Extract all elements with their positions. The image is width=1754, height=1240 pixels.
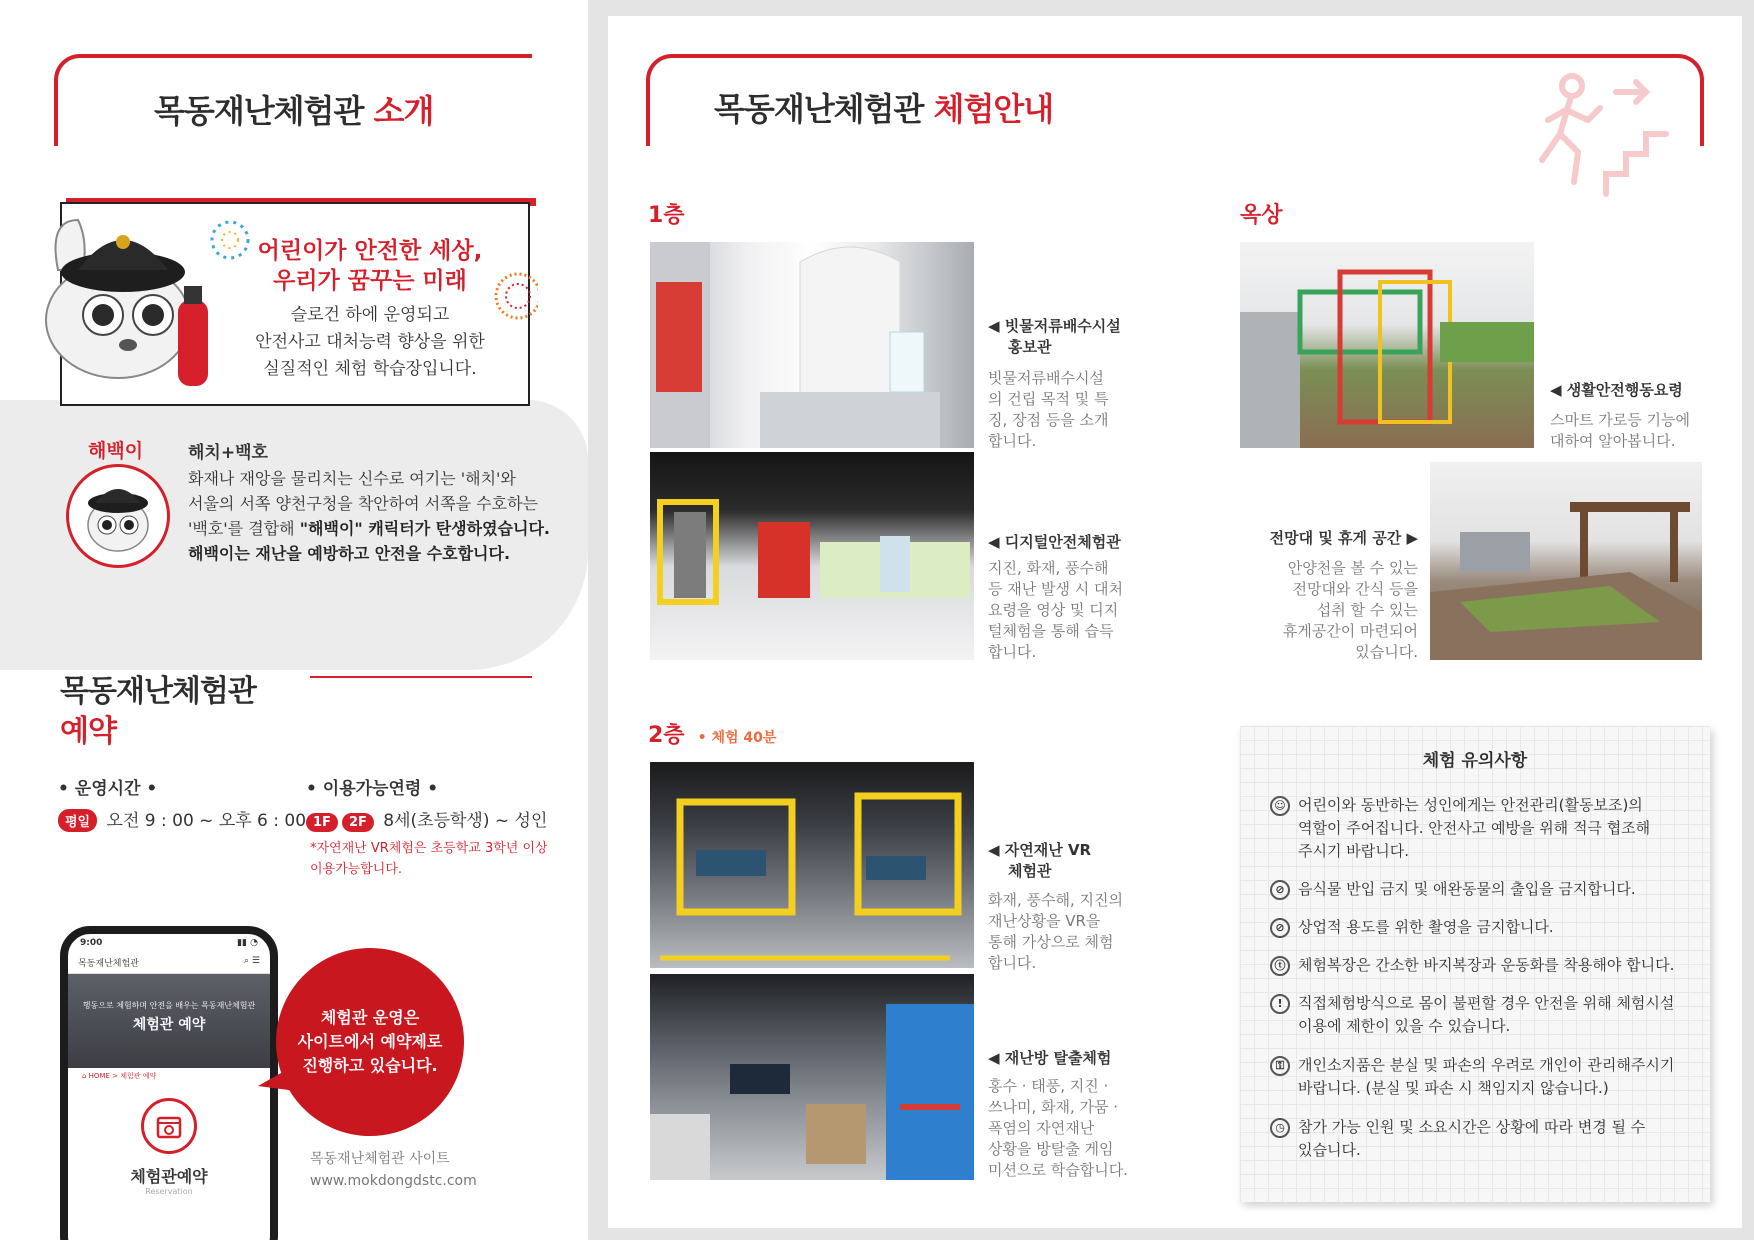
floor2-heading — [648, 718, 776, 749]
roof-item1-desc — [1550, 410, 1710, 452]
mascot-face-icon — [69, 467, 167, 565]
time-change-icon: ◷ — [1270, 1118, 1290, 1138]
guardian-icon: ☺ — [1270, 796, 1290, 816]
roof-item2-desc-4: 있습니다. — [1355, 643, 1418, 661]
f2-item1-title — [988, 840, 1091, 882]
f1-item1-desc — [988, 368, 1128, 452]
phone-banner — [68, 974, 270, 1068]
guide-title — [714, 84, 1053, 130]
photo-observatory — [1430, 462, 1702, 660]
reservation-title-accent: 예약 — [60, 714, 116, 749]
notice-item-0 — [1270, 794, 1700, 863]
age-row — [306, 806, 547, 832]
home-icon: ⌂ — [82, 1072, 89, 1080]
f1-item1-desc-1: 의 건립 목적 및 특 — [988, 390, 1109, 408]
mascot-illustration — [28, 200, 228, 400]
phone-button-label: 체험관예약 — [130, 1167, 208, 1186]
notice-item-3-line-0: 체험복장은 간소한 바지복장과 운동화를 착용해야 합니다. — [1298, 956, 1675, 974]
notice-item-1-line-0: 음식물 반입 금지 및 애완동물의 출입을 금지합니다. — [1298, 880, 1636, 898]
f2-item1-desc-2: 통해 가상으로 체험 — [988, 933, 1114, 951]
f2-item2-desc-2: 폭염의 자연재난 — [988, 1119, 1095, 1137]
f1-item2-desc-1: 등 재난 발생 시 대처 — [988, 580, 1123, 598]
phone-banner-title: 체험관 예약 — [132, 1017, 206, 1033]
speech-bubble — [276, 948, 464, 1136]
reservation-title — [60, 672, 256, 752]
age-value: 8세(초등학생) ~ 성인 — [383, 811, 548, 831]
f1-item1-desc-0: 빗물저류배수시설 — [988, 369, 1104, 387]
f2-item1-title2: 체험관 — [1008, 862, 1052, 880]
bubble-line1: 체험관 운영은 — [320, 1008, 420, 1027]
notice-box — [1240, 726, 1710, 1202]
mascot-desc-line1: 화재나 재앙을 물리치는 신수로 여기는 '해치'와 — [188, 469, 516, 488]
f2-item2-desc-0: 홍수 · 태풍, 지진 · — [988, 1077, 1109, 1095]
site-info — [310, 1148, 477, 1192]
slogan-sub2: 안전사고 대처능력 향상을 위한 — [255, 332, 485, 352]
roof-item1-title: ◀ 생활안전행동요령 — [1550, 381, 1683, 399]
intro-title-accent: 소개 — [373, 92, 434, 130]
bubble-line2: 사이트에서 예약제로 — [297, 1032, 443, 1051]
intro-title — [154, 86, 433, 132]
notice-item-5-line-1: 바랍니다. (분실 및 파손 시 책임지지 않습니다.) — [1298, 1079, 1609, 1097]
calendar-icon — [141, 1098, 197, 1154]
notice-item-2 — [1270, 916, 1700, 939]
f1-item2-desc — [988, 558, 1128, 663]
floor2-time: • 체험 40분 — [697, 730, 777, 746]
phone-menu-icon[interactable]: ⌕ ☰ — [244, 956, 260, 966]
bubble-text — [276, 948, 464, 1078]
phone-breadcrumb-text: HOME > 체험관 예약 — [88, 1072, 157, 1080]
no-food-pet-icon: ⊘ — [1270, 880, 1290, 900]
f1-item1-desc-2: 징, 장점 등을 소개 — [988, 411, 1109, 429]
notice-item-4-line-1: 이용에 제한이 있을 수 있습니다. — [1298, 1017, 1511, 1035]
photo-smart-streetlight — [1240, 242, 1534, 448]
f1-item2-desc-0: 지진, 화재, 풍수해 — [988, 559, 1109, 577]
clothing-icon: ⓣ — [1270, 956, 1290, 976]
notice-item-1 — [1270, 878, 1700, 901]
intro-title-main: 목동재난체험관 — [154, 92, 364, 130]
phone-reservation-button[interactable] — [68, 1098, 270, 1196]
phone-button-sub: Reservation — [145, 1187, 193, 1196]
bubble-line3: 진행하고 있습니다. — [302, 1056, 438, 1075]
f2-item1-desc-1: 재난상황을 VR을 — [988, 912, 1101, 930]
slogan-sub1: 슬로건 하에 운영되고 — [290, 305, 450, 325]
roof-item2-title: 전망대 및 휴게 공간 ▶ — [1269, 529, 1418, 547]
notice-item-0-line-0: 어린이와 동반하는 성인에게는 안전관리(활동보조)의 — [1298, 796, 1643, 814]
f2-item2-desc-4: 미션으로 학습합니다. — [988, 1161, 1128, 1179]
f1-item2-title: ◀ 디지털안전체험관 — [988, 533, 1121, 551]
photo-escape-room — [650, 974, 974, 1180]
floor2-label: 2층 — [648, 723, 685, 748]
right-panel — [608, 16, 1742, 1228]
f1-item2-desc-2: 요령을 영상 및 디지 — [988, 601, 1119, 619]
slogan-sub3: 실질적인 체험 학습장입니다. — [263, 359, 477, 379]
f2-item2-title: ◀ 재난방 탈출체험 — [988, 1049, 1112, 1067]
f2-item1-desc-0: 화재, 풍수해, 지진의 — [988, 891, 1123, 909]
mascot-desc-line2: 서울의 서쪽 양천구청을 착안하여 서쪽을 수호하는 — [188, 494, 539, 513]
notice-title: 체험 유의사항 — [1422, 751, 1528, 771]
f1-item1-title1: ◀ 빗물저류배수시설 — [988, 317, 1121, 335]
age-note-line2: 이용가능합니다. — [310, 862, 403, 877]
phone-logo: 목동재난체험관 — [78, 959, 139, 969]
no-camera-icon: ⊘ — [1270, 918, 1290, 938]
slogan-line1: 어린이가 안전한 세상, — [257, 238, 483, 264]
phone-banner-sub: 행동으로 체험하며 안전을 배우는 목동재난체험관 — [82, 1001, 256, 1010]
f2-item2-desc — [988, 1076, 1138, 1181]
roof-item2-desc-0: 안양천을 볼 수 있는 — [1287, 559, 1418, 577]
hours-label: • 운영시간 • — [58, 779, 158, 799]
signal-icon: ▮▮ ◔ — [237, 938, 258, 948]
caution-icon: ! — [1270, 994, 1290, 1014]
f1-item1-title2: 홍보관 — [1008, 338, 1052, 356]
f1-item1-desc-3: 합니다. — [988, 432, 1037, 450]
notice-item-3 — [1270, 954, 1700, 977]
roof-item2-desc-2: 섭취 할 수 있는 — [1316, 601, 1418, 619]
floor-1f-badge: 1F — [306, 813, 338, 832]
f1-item1-title — [988, 316, 1121, 358]
age-note-line1: *자연재난 VR체험은 초등학교 3학년 이상 — [310, 841, 548, 856]
f1-item2-desc-3: 털체험을 통해 습득 — [988, 622, 1114, 640]
mascot-description — [188, 466, 588, 566]
notice-item-0-line-2: 주시기 바랍니다. — [1298, 842, 1409, 860]
phone-status-bar — [68, 934, 270, 952]
roof-item2-desc-1: 전망대와 간식 등을 — [1292, 580, 1418, 598]
f1-item2-desc-4: 합니다. — [988, 643, 1037, 661]
notice-item-4-line-0: 직접체험방식으로 몸이 불편할 경우 안전을 위해 체험시설 — [1298, 994, 1675, 1012]
mascot-desc-line3 — [188, 516, 588, 541]
reservation-title-rule — [310, 676, 532, 678]
age-label: • 이용가능연령 • — [306, 779, 439, 799]
notice-item-5-line-0: 개인소지품은 분실 및 파손의 우려로 개인이 관리해주시기 — [1298, 1056, 1675, 1074]
guide-title-main: 목동재난체험관 — [714, 90, 924, 128]
mascot-avatar — [66, 464, 170, 568]
photo-digital-safety-hall — [650, 452, 974, 660]
phone-mockup — [60, 926, 278, 1240]
site-name: 목동재난체험관 사이트 — [310, 1151, 450, 1167]
notice-item-4 — [1270, 992, 1700, 1038]
roof-item1-desc-0: 스마트 가로등 기능에 — [1550, 411, 1690, 429]
site-url[interactable]: www.mokdongdstc.com — [310, 1173, 477, 1189]
slogan-subtext — [230, 302, 510, 383]
age-note — [310, 838, 550, 880]
belongings-lock-icon: ⚿ — [1270, 1056, 1290, 1076]
phone-time: 9:00 — [80, 938, 103, 948]
mascot-name: 해백이 — [88, 440, 144, 462]
slogan-headline — [230, 236, 510, 296]
hours-value: 오전 9 : 00 ~ 오후 6 : 00 — [106, 811, 307, 831]
mascot-desc-line3a: '백호'를 결합해 — [188, 519, 300, 538]
guide-title-accent: 체험안내 — [933, 90, 1054, 128]
roof-item1-desc-1: 대하여 알아봅니다. — [1550, 432, 1676, 450]
photo-vr-hall — [650, 762, 974, 968]
notice-item-2-line-0: 상업적 용도를 위한 촬영을 금지합니다. — [1298, 918, 1554, 936]
mascot-desc-line4: 해백이는 재난을 예방하고 안전을 수호합니다. — [188, 544, 511, 563]
notice-item-0-line-1: 역할이 주어집니다. 안전사고 예방을 위해 적극 협조해 — [1298, 819, 1651, 837]
phone-breadcrumb[interactable] — [68, 1068, 270, 1084]
notice-item-6-line-1: 있습니다. — [1298, 1141, 1361, 1159]
notice-item-6 — [1270, 1116, 1700, 1162]
reservation-title-main: 목동재난체험관 — [60, 674, 256, 709]
slogan-line2: 우리가 꿈꾸는 미래 — [273, 268, 467, 294]
photo-rainwater-hall — [650, 242, 974, 448]
mascot-desc-line3b: "해백이" 캐릭터가 탄생하였습니다. — [299, 519, 550, 538]
f2-item1-title1: ◀ 자연재난 VR — [988, 841, 1092, 859]
notice-item-5 — [1270, 1054, 1700, 1100]
roof-item2-desc-3: 휴게공간이 마련되어 — [1282, 622, 1418, 640]
f2-item1-desc — [988, 890, 1128, 974]
hours-row — [58, 806, 306, 832]
f2-item1-desc-3: 합니다. — [988, 954, 1037, 972]
phone-header — [68, 952, 270, 974]
rooftop-label: 옥상 — [1240, 203, 1283, 228]
notice-item-6-line-0: 참가 가능 인원 및 소요시간은 상황에 따라 변경 될 수 — [1298, 1118, 1646, 1136]
f2-item2-desc-3: 상황을 방탈출 게임 — [988, 1140, 1114, 1158]
mascot-origin: 해치+백호 — [188, 443, 268, 463]
weekday-badge: 평일 — [58, 809, 97, 832]
roof-item2-desc — [1248, 558, 1418, 663]
running-exit-icon — [1526, 64, 1676, 214]
left-panel — [0, 0, 588, 1240]
floor1-label: 1층 — [648, 203, 685, 228]
f2-item2-desc-1: 쓰나미, 화재, 가뭄 · — [988, 1098, 1119, 1116]
floor-2f-badge: 2F — [342, 813, 374, 832]
